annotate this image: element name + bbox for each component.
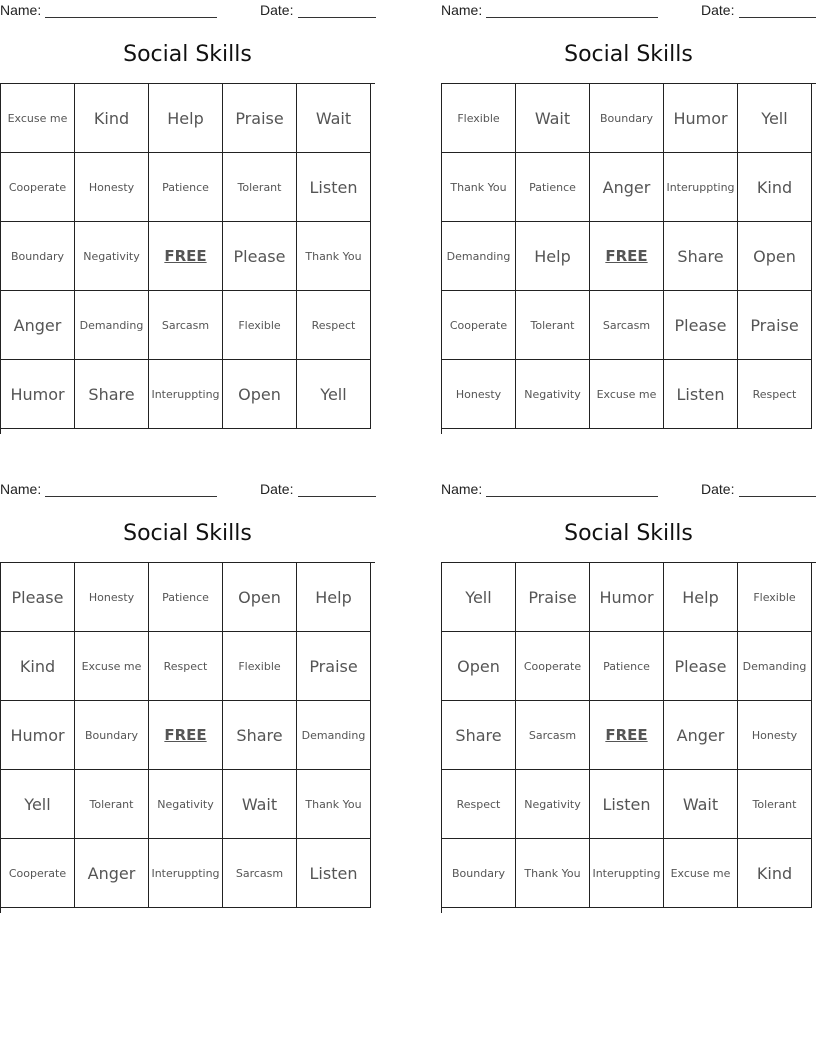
free-space-cell: FREE [590, 701, 664, 770]
bingo-cell: Anger [664, 701, 738, 770]
bingo-cell: Sarcasm [590, 291, 664, 360]
card-title: Social Skills [564, 521, 693, 546]
name-label: Name: [441, 481, 483, 497]
bingo-cell: Please [1, 563, 75, 632]
bingo-cell: Negativity [516, 770, 590, 839]
bingo-cell: Open [223, 563, 297, 632]
card-title: Social Skills [123, 521, 252, 546]
bingo-cell: Flexible [442, 84, 516, 153]
bingo-cell: Yell [442, 563, 516, 632]
bingo-cell: Help [149, 84, 223, 153]
name-label: Name: [0, 481, 42, 497]
bingo-cell: Demanding [297, 701, 371, 770]
bingo-cell: Humor [1, 701, 75, 770]
bingo-cell: Humor [664, 84, 738, 153]
bingo-cell: Patience [149, 153, 223, 222]
bingo-card-1 [0, 0, 375, 436]
bingo-cell: Please [664, 632, 738, 701]
bingo-cell: Anger [1, 291, 75, 360]
date-label: Date: [260, 481, 294, 497]
bingo-cell: Listen [297, 153, 371, 222]
bingo-cell: Open [738, 222, 812, 291]
bingo-cell: Boundary [590, 84, 664, 153]
bingo-card-4 [441, 479, 816, 915]
bingo-cell: Help [664, 563, 738, 632]
bingo-cell: Honesty [442, 360, 516, 429]
bingo-cell: Anger [590, 153, 664, 222]
bingo-cell: Honesty [75, 563, 149, 632]
bingo-cell: Tolerant [738, 770, 812, 839]
bingo-cell: Please [223, 222, 297, 291]
bingo-cell: Tolerant [223, 153, 297, 222]
bingo-cell: Share [664, 222, 738, 291]
bingo-cell: Listen [664, 360, 738, 429]
bingo-cell: Cooperate [1, 839, 75, 908]
bingo-cell: Excuse me [590, 360, 664, 429]
bingo-cell: Excuse me [75, 632, 149, 701]
card-header [0, 0, 375, 22]
bingo-cell: Share [223, 701, 297, 770]
bingo-cell: Cooperate [442, 291, 516, 360]
date-label: Date: [701, 2, 735, 18]
bingo-cell: Thank You [297, 222, 371, 291]
bingo-cell: Sarcasm [149, 291, 223, 360]
bingo-cell: Praise [516, 563, 590, 632]
date-field-line [739, 17, 816, 18]
free-space-cell: FREE [149, 701, 223, 770]
bingo-cell: Negativity [149, 770, 223, 839]
bingo-cell: Interuppting [590, 839, 664, 908]
bingo-cell: Sarcasm [223, 839, 297, 908]
free-space-cell: FREE [590, 222, 664, 291]
name-field-line [45, 496, 217, 497]
bingo-cell: Tolerant [75, 770, 149, 839]
bingo-cell: Open [442, 632, 516, 701]
bingo-cell: Anger [75, 839, 149, 908]
bingo-cell: Humor [1, 360, 75, 429]
bingo-cell: Help [297, 563, 371, 632]
bingo-cell: Wait [516, 84, 590, 153]
bingo-cell: Help [516, 222, 590, 291]
bingo-cell: Kind [738, 153, 812, 222]
bingo-cell: Flexible [223, 291, 297, 360]
bingo-cell: Respect [149, 632, 223, 701]
bingo-cell: Respect [297, 291, 371, 360]
date-label: Date: [701, 481, 735, 497]
date-field-line [739, 496, 816, 497]
bingo-cell: Boundary [442, 839, 516, 908]
bingo-grid [0, 562, 375, 913]
name-label: Name: [0, 2, 42, 18]
bingo-cell: Sarcasm [516, 701, 590, 770]
bingo-cell: Yell [738, 84, 812, 153]
bingo-cell: Listen [590, 770, 664, 839]
bingo-cell: Demanding [442, 222, 516, 291]
bingo-cell: Patience [149, 563, 223, 632]
bingo-cell: Thank You [516, 839, 590, 908]
card-header [0, 479, 375, 501]
bingo-cell: Wait [223, 770, 297, 839]
card-header [441, 479, 816, 501]
bingo-cell: Share [442, 701, 516, 770]
bingo-cell: Share [75, 360, 149, 429]
bingo-cell: Kind [1, 632, 75, 701]
bingo-cell: Flexible [738, 563, 812, 632]
date-field-line [298, 496, 376, 497]
bingo-cell: Patience [516, 153, 590, 222]
name-field-line [486, 496, 658, 497]
bingo-cell: Cooperate [516, 632, 590, 701]
bingo-cell: Flexible [223, 632, 297, 701]
name-field-line [45, 17, 217, 18]
bingo-cell: Praise [223, 84, 297, 153]
bingo-cell: Kind [75, 84, 149, 153]
bingo-cell: Interuppting [149, 360, 223, 429]
bingo-cell: Wait [664, 770, 738, 839]
card-header [441, 0, 816, 22]
bingo-cell: Patience [590, 632, 664, 701]
bingo-cell: Thank You [442, 153, 516, 222]
bingo-cell: Respect [738, 360, 812, 429]
name-label: Name: [441, 2, 483, 18]
bingo-cell: Cooperate [1, 153, 75, 222]
bingo-cell: Praise [738, 291, 812, 360]
bingo-cell: Tolerant [516, 291, 590, 360]
bingo-cell: Please [664, 291, 738, 360]
bingo-card-2 [441, 0, 816, 436]
bingo-cell: Kind [738, 839, 812, 908]
bingo-grid [441, 562, 816, 913]
bingo-cell: Yell [1, 770, 75, 839]
bingo-cell: Interuppting [149, 839, 223, 908]
bingo-cell: Boundary [75, 701, 149, 770]
date-label: Date: [260, 2, 294, 18]
bingo-cell: Praise [297, 632, 371, 701]
bingo-cell: Listen [297, 839, 371, 908]
free-space-cell: FREE [149, 222, 223, 291]
card-title: Social Skills [564, 42, 693, 67]
bingo-cell: Excuse me [664, 839, 738, 908]
bingo-cell: Thank You [297, 770, 371, 839]
bingo-cell: Respect [442, 770, 516, 839]
bingo-cell: Wait [297, 84, 371, 153]
name-field-line [486, 17, 658, 18]
bingo-cell: Negativity [75, 222, 149, 291]
bingo-cell: Boundary [1, 222, 75, 291]
bingo-cell: Open [223, 360, 297, 429]
bingo-card-3 [0, 479, 375, 915]
date-field-line [298, 17, 376, 18]
bingo-cell: Interuppting [664, 153, 738, 222]
bingo-cell: Honesty [75, 153, 149, 222]
bingo-cell: Honesty [738, 701, 812, 770]
bingo-cell: Yell [297, 360, 371, 429]
bingo-grid [0, 83, 375, 434]
bingo-grid [441, 83, 816, 434]
card-title: Social Skills [123, 42, 252, 67]
bingo-cell: Negativity [516, 360, 590, 429]
bingo-cell: Humor [590, 563, 664, 632]
bingo-cell: Excuse me [1, 84, 75, 153]
bingo-cell: Demanding [75, 291, 149, 360]
bingo-cell: Demanding [738, 632, 812, 701]
